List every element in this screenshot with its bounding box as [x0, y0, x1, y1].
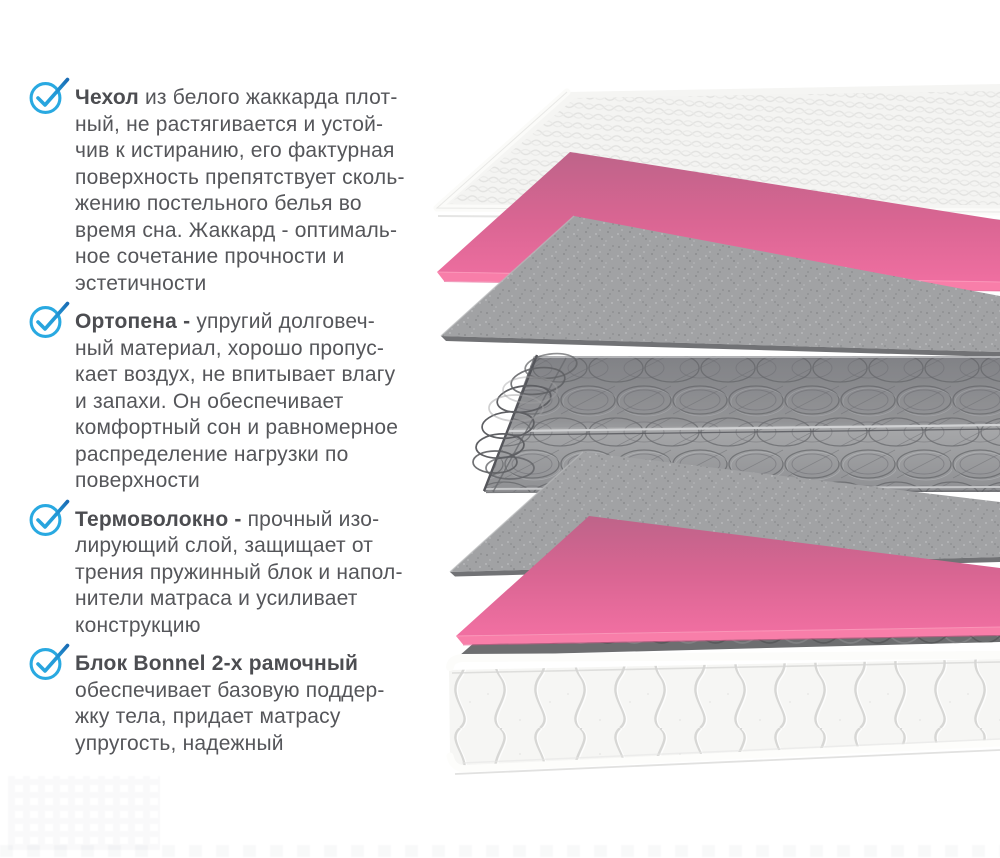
feature-first-line-rest: упругий долговеч-	[190, 310, 375, 333]
feature-line: жению постельного белья во	[75, 192, 362, 215]
feature-line	[75, 651, 385, 678]
layer-mattress-base-top	[459, 541, 1000, 656]
check-circle-icon	[29, 300, 75, 340]
watermark-text-strip	[0, 845, 1000, 857]
feature-line: жку тела, придает матрасу	[75, 705, 341, 728]
edge-coil-springs	[473, 350, 578, 479]
feature-title: Чехол	[75, 86, 139, 109]
feature-title: Ортопена -	[75, 310, 191, 333]
feature-item	[29, 651, 454, 757]
feature-text	[75, 651, 385, 757]
feature-line	[75, 309, 398, 336]
feature-line	[75, 85, 405, 112]
feature-first-line-rest: из белого жаккарда плот-	[138, 86, 398, 109]
feature-title: Блок Bonnel 2-х рамочный	[75, 652, 359, 675]
feature-item	[29, 507, 454, 640]
feature-line: конструкцию	[75, 613, 201, 637]
feature-line: ный материал, хорошо пропус-	[75, 336, 385, 360]
feature-line: трения пружинный блок и напол-	[75, 560, 403, 584]
feature-line: поверхности	[75, 469, 200, 492]
feature-item	[29, 309, 454, 495]
feature-line: время сна. Жаккард - оптималь-	[75, 218, 398, 242]
feature-line: упругость, надежный	[75, 731, 284, 755]
feature-item	[29, 85, 454, 297]
layer-orthopena-foam-top	[437, 152, 1000, 291]
check-circle-icon	[29, 498, 75, 538]
layer-thermo-fiber-felt-top	[441, 216, 1000, 357]
feature-text	[75, 309, 398, 495]
layer-bonnel-spring-block	[473, 350, 1000, 492]
feature-line: чив к истиранию, его фактурная	[75, 139, 395, 162]
feature-text	[75, 85, 405, 297]
layer-orthopena-foam-bottom	[456, 516, 1000, 645]
feature-line: обеспечивает базовую поддер-	[75, 678, 385, 702]
feature-line: поверхность препятствует сколь-	[75, 165, 405, 189]
feature-line: комфортный сон и равномерное	[75, 416, 399, 439]
feature-line: эстетичности	[75, 271, 207, 295]
check-circle-icon	[29, 76, 75, 116]
layer-quilted-jacquard-cover	[437, 84, 1000, 220]
feature-line: ный, не растягивается и устой-	[75, 112, 384, 136]
feature-first-line-rest: прочный изо-	[241, 507, 380, 531]
layer-thermo-fiber-felt-bottom	[450, 452, 1000, 577]
feature-text	[75, 507, 403, 640]
feature-line: нители матраса и усиливает	[75, 587, 358, 610]
check-circle-icon	[29, 642, 75, 682]
feature-line: кает воздух, не впитывает влагу	[75, 363, 396, 386]
feature-line: ное сочетание прочности и	[75, 245, 345, 268]
layer-mattress-base-side	[449, 655, 1000, 774]
feature-line: распределение нагрузки по	[75, 442, 349, 466]
features-list	[29, 85, 454, 769]
feature-line: и запахи. Он обеспечивает	[75, 389, 344, 413]
feature-title: Термоволокно -	[75, 507, 242, 531]
feature-line: лирующий слой, защищает от	[75, 534, 374, 557]
watermark-pattern	[8, 776, 160, 850]
feature-line	[75, 507, 403, 534]
